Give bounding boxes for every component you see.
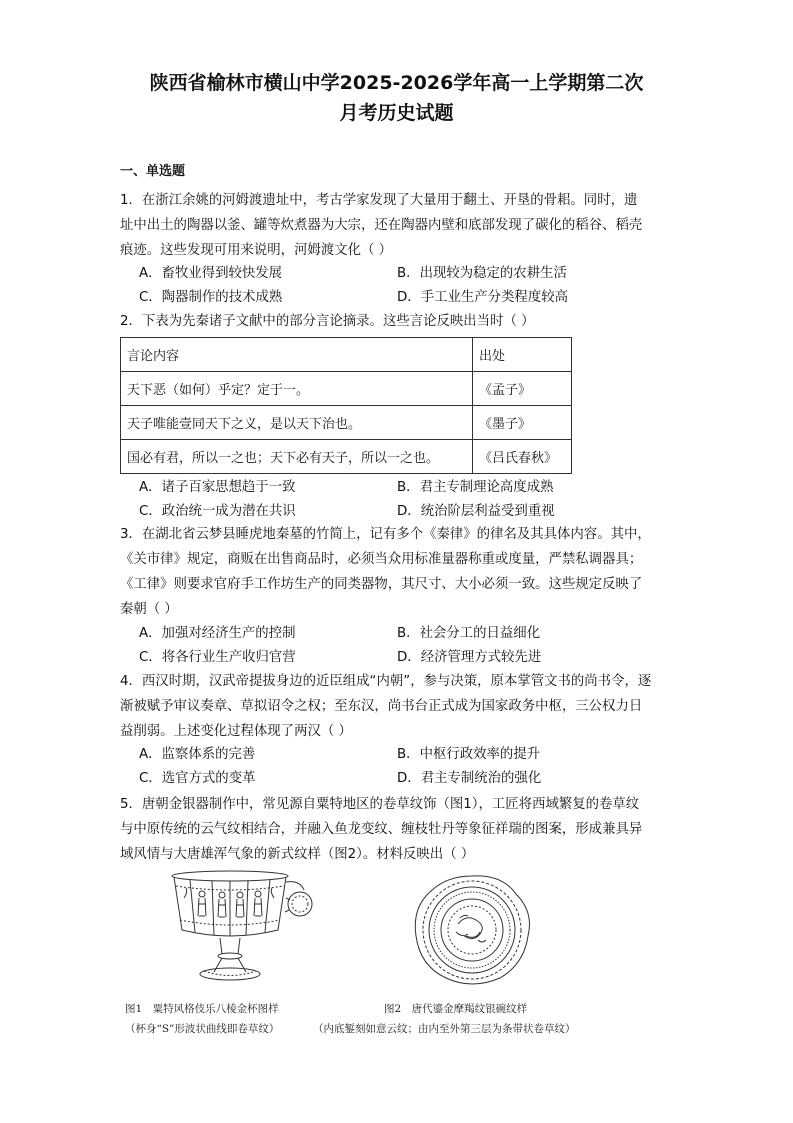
table-row bbox=[121, 372, 572, 406]
question-2 bbox=[120, 309, 675, 334]
table-header-cell: 言论内容 bbox=[121, 338, 473, 372]
q1-option-a[interactable]: A．畜牧业得到较快发展 bbox=[139, 266, 283, 281]
q2-option-c[interactable]: C．政治统一成为潜在共识 bbox=[139, 504, 296, 519]
table-cell: 《吕氏春秋》 bbox=[473, 440, 572, 474]
q4-option-c[interactable]: C．选官方式的变革 bbox=[139, 771, 256, 786]
table-row bbox=[121, 406, 572, 440]
q3-option-d[interactable]: D．经济管理方式较先进 bbox=[397, 650, 542, 665]
q4-option-b[interactable]: B．中枢行政效率的提升 bbox=[397, 747, 541, 762]
question-line: 秦朝（ ） bbox=[120, 602, 178, 617]
question-line: 4．西汉时期，汉武帝提拔身边的近臣组成“内朝”，参与决策，原本掌管文书的尚书令，逐 bbox=[120, 674, 652, 689]
question-line: 5．唐朝金银器制作中，常见源自粟特地区的卷草纹饰（图1），工匠将西域繁复的卷草纹 bbox=[120, 797, 640, 812]
section-heading: 一、单选题 bbox=[120, 164, 186, 179]
q3-option-b[interactable]: B．社会分工的日益细化 bbox=[397, 626, 541, 641]
q1-option-d[interactable]: D．手工业生产分类程度较高 bbox=[397, 290, 568, 305]
figure-1-caption: 图1 粟特风格伎乐八棱金杯图样 bbox=[125, 1003, 279, 1015]
table-cell: 《孟子》 bbox=[473, 372, 572, 406]
question-line: 益削弱。上述变化过程体现了两汉（ ） bbox=[120, 724, 352, 739]
table-cell: 国必有君，所以一之也；天下必有天子，所以一之也。 bbox=[121, 440, 473, 474]
figure-1-note: （杯身“S”形波状曲线即卷草纹） bbox=[125, 1023, 280, 1035]
q3-option-a[interactable]: A．加强对经济生产的控制 bbox=[139, 626, 296, 641]
question-line: 痕迹。这些发现可用来说明，河姆渡文化（ ） bbox=[120, 243, 393, 258]
figure-2-caption: 图2 唐代鎏金摩羯纹银碗纹样 bbox=[384, 1003, 528, 1015]
question-line: 址中出土的陶器以釜、罐等炊煮器为大宗，还在陶器内壁和底部发现了碳化的稻谷、稻壳 bbox=[120, 218, 643, 233]
question-line: 1．在浙江余姚的河姆渡遗址中，考古学家发现了大量用于翻土、开垦的骨耜。同时，遗 bbox=[120, 193, 638, 208]
q2-option-a[interactable]: A．诸子百家思想趋于一致 bbox=[139, 480, 296, 495]
question-1 bbox=[120, 188, 675, 263]
q1-option-c[interactable]: C．陶器制作的技术成熟 bbox=[139, 290, 283, 305]
question-line: 《工律》则要求官府手工作坊生产的同类器物，其尺寸、大小必须一致。这些规定反映了 bbox=[120, 577, 643, 592]
question-line: 3．在湖北省云梦县睡虎地秦墓的竹简上，记有多个《秦律》的律名及其具体内容。其中， bbox=[120, 527, 651, 542]
question-5 bbox=[120, 792, 675, 867]
silver-bowl-pattern-illustration bbox=[410, 872, 535, 990]
table-header-cell: 出处 bbox=[473, 338, 572, 372]
gold-cup-illustration bbox=[168, 868, 318, 993]
question-line: 2．下表为先秦诸子文献中的部分言论摘录。这些言论反映出当时（ ） bbox=[120, 314, 535, 329]
figure-2-note: （内底錾刻如意云纹；由内至外第三层为条带状卷草纹） bbox=[313, 1023, 576, 1035]
table-cell: 天子唯能壹同天下之义，是以天下治也。 bbox=[121, 406, 473, 440]
question-3 bbox=[120, 522, 675, 622]
q2-option-d[interactable]: D．统治阶层利益受到重视 bbox=[397, 504, 555, 519]
page-title-line1: 陕西省榆林市横山中学2025-2026学年高一上学期第二次 bbox=[149, 72, 644, 94]
table-row bbox=[121, 440, 572, 474]
question-line: 与中原传统的云气纹相结合，并融入鱼龙变纹、缠枝牡丹等象征祥瑞的图案，形成兼具异 bbox=[120, 822, 643, 837]
q1-option-b[interactable]: B．出现较为稳定的农耕生活 bbox=[397, 266, 567, 281]
question-4 bbox=[120, 669, 675, 744]
question-line: 域风情与大唐雄浑气象的新式纹样（图2）。材料反映出（ ） bbox=[120, 847, 475, 862]
table-header-row bbox=[121, 338, 572, 372]
q2-option-b[interactable]: B．君主专制理论高度成熟 bbox=[397, 480, 554, 495]
quotes-table bbox=[120, 337, 572, 474]
question-line: 《关市律》规定，商贩在出售商品时，必须当众用标准量器称重或度量，严禁私调器具； bbox=[120, 552, 643, 567]
question-line: 渐被赋予审议奏章、草拟诏令之权；至东汉，尚书台正式成为国家政务中枢，三公权力日 bbox=[120, 699, 643, 714]
q3-option-c[interactable]: C．将各行业生产收归官营 bbox=[139, 650, 296, 665]
table-cell: 《墨子》 bbox=[473, 406, 572, 440]
table-cell: 天下恶（如何）乎定？定于一。 bbox=[121, 372, 473, 406]
q4-option-d[interactable]: D．君主专制统治的强化 bbox=[397, 771, 542, 786]
page-title-line2: 月考历史试题 bbox=[339, 102, 454, 124]
q4-option-a[interactable]: A．监察体系的完善 bbox=[139, 747, 256, 762]
